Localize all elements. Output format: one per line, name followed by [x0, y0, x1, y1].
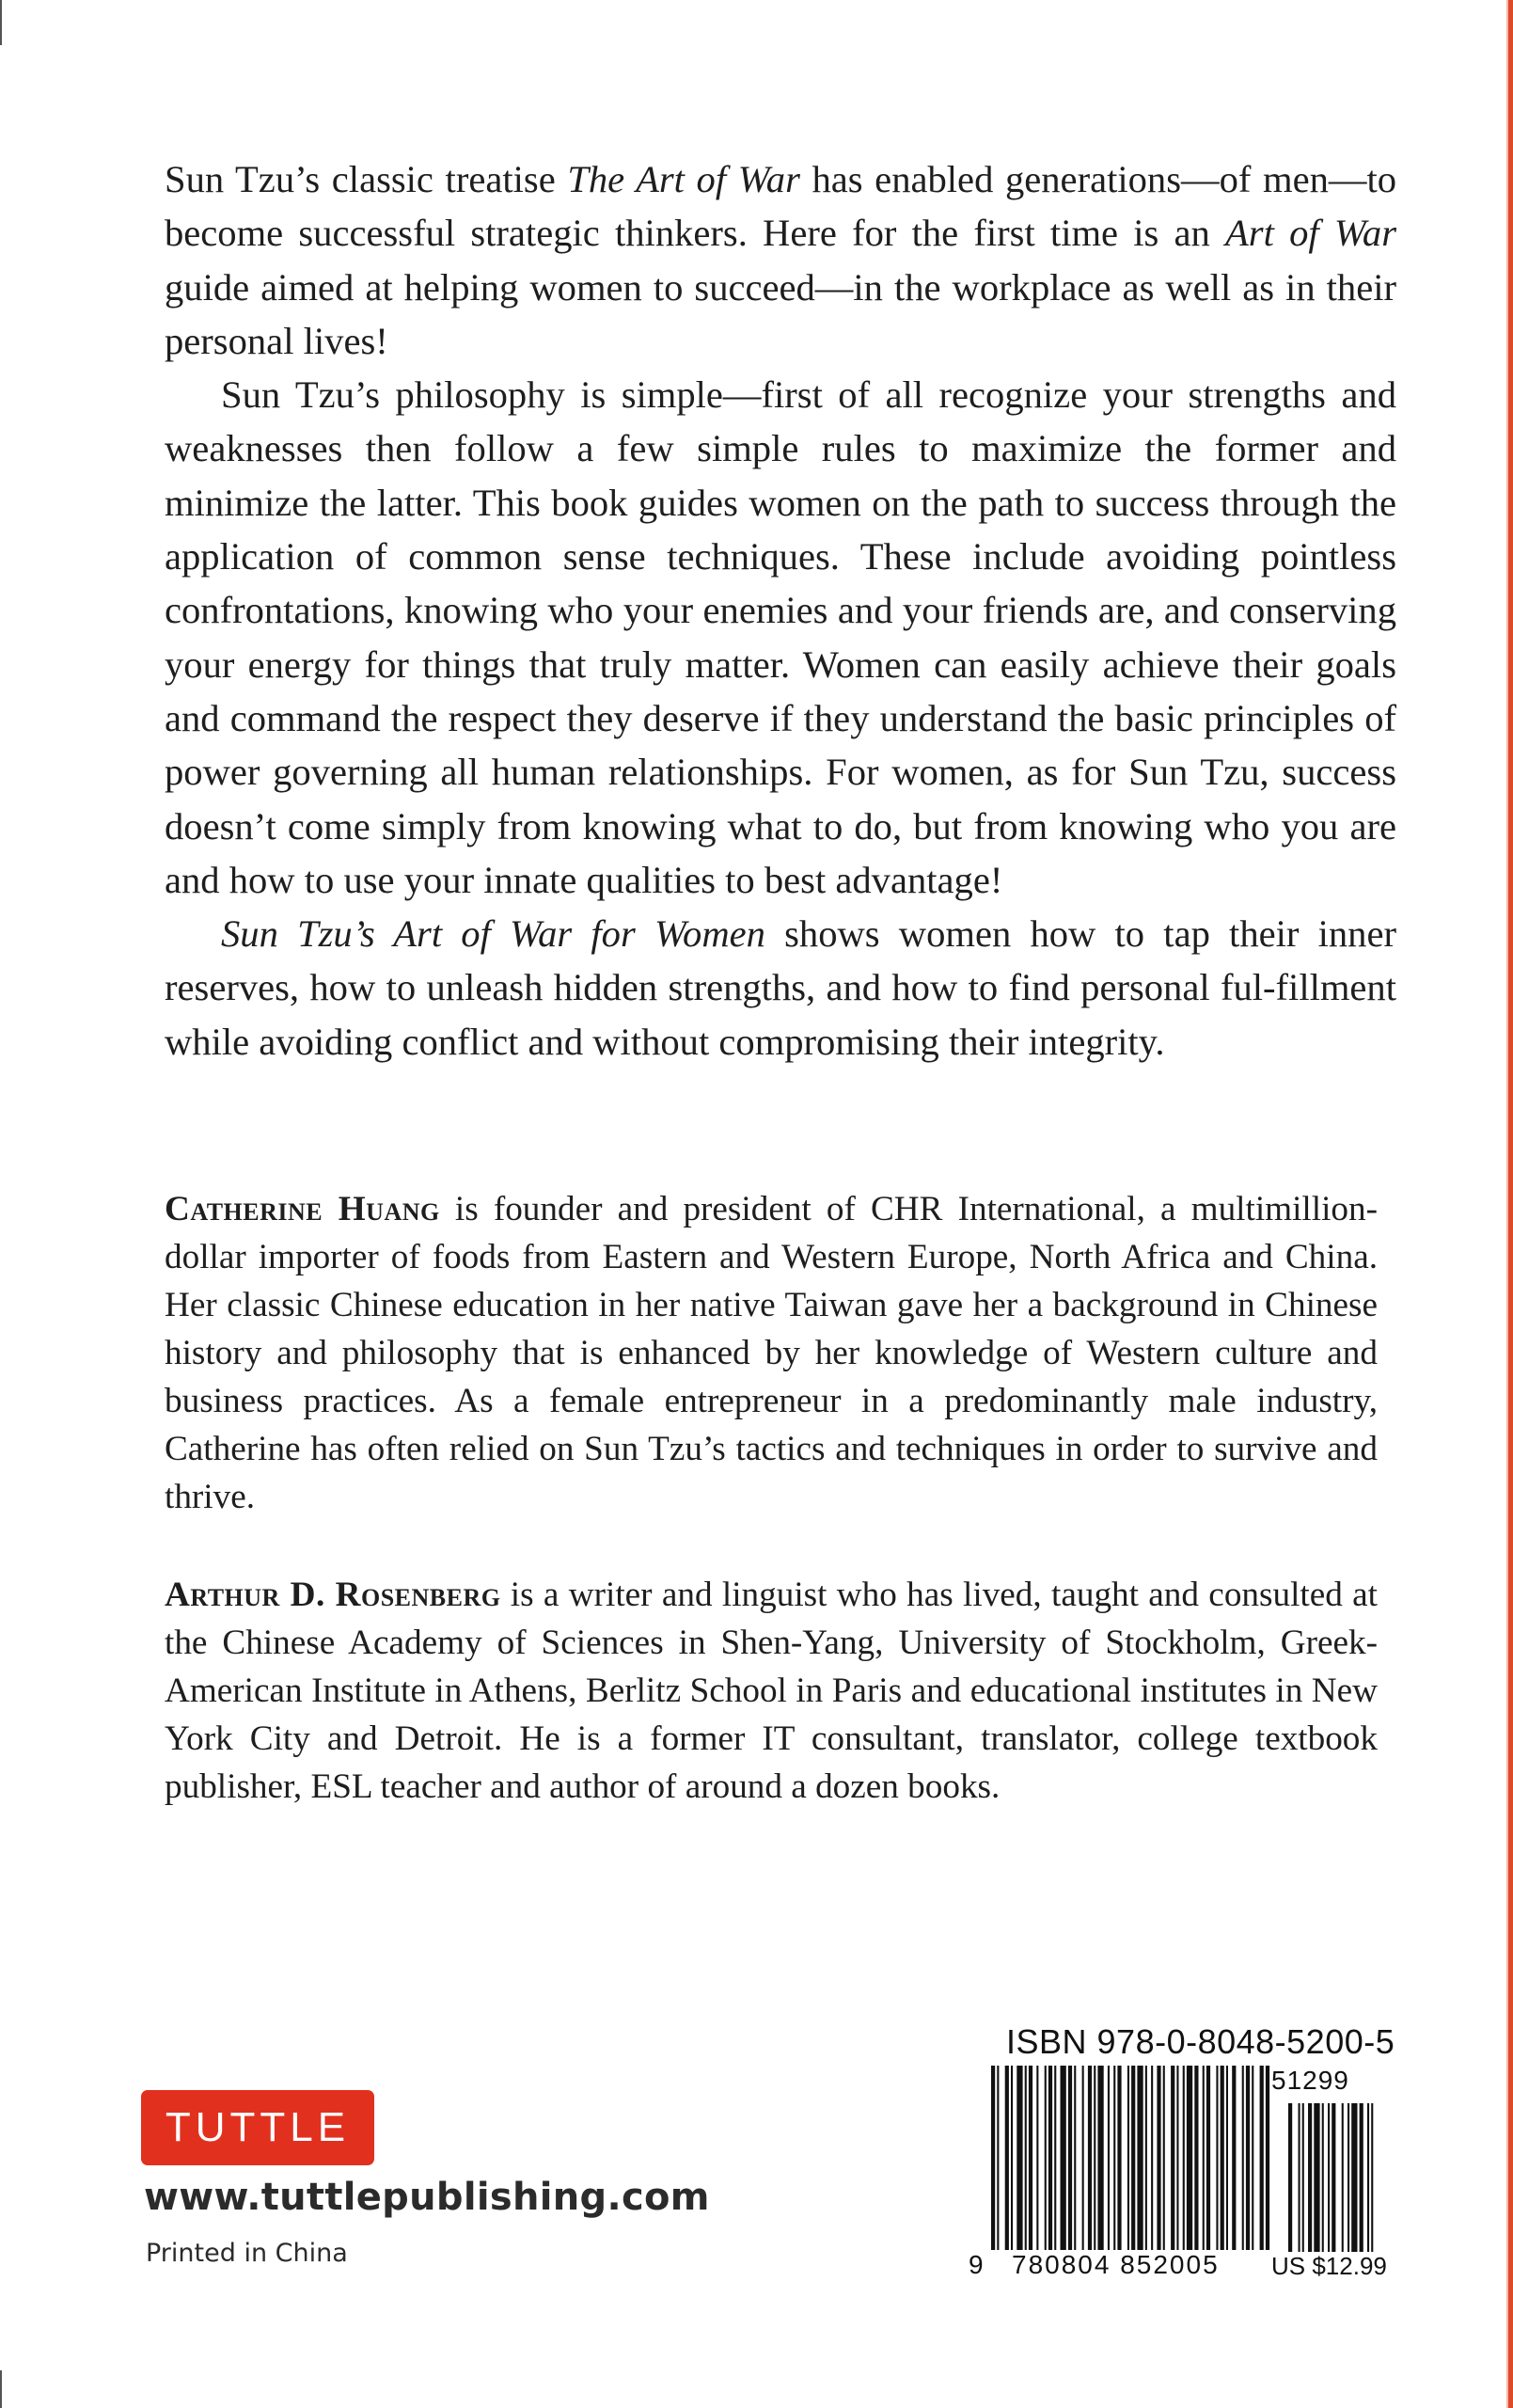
description-text: shows women how to tap their inner reserves, how to unleash hidden strengths, and how to find personal ful-fillment while avoiding conflict and without compromising their integrity. [165, 912, 1396, 1063]
barcode-bar [1266, 2066, 1269, 2250]
barcode-bar [1216, 2066, 1218, 2250]
barcode-bar [1232, 2066, 1236, 2250]
barcode-bar [1252, 2066, 1253, 2250]
barcode-bar [1082, 2066, 1084, 2250]
barcode-addon-bar [1342, 2103, 1344, 2269]
barcode-bar [1260, 2066, 1264, 2250]
barcode-bar [1088, 2066, 1092, 2250]
barcode-bar [1226, 2066, 1228, 2250]
description-paragraph-1 [165, 152, 1396, 368]
isbn-label: ISBN 978-0-8048-5200-5 [1006, 2022, 1395, 2061]
logo-text: TUTTLE [165, 2104, 351, 2150]
barcode-addon-bar [1288, 2103, 1292, 2269]
book-title-reference: Art of War [1225, 212, 1396, 255]
crop-mark-top [0, 0, 2, 45]
barcode-bar [1206, 2066, 1210, 2250]
description-paragraph-3 [165, 907, 1396, 1069]
barcode-addon-bar [1371, 2103, 1373, 2269]
barcode-bar [1194, 2066, 1198, 2250]
printed-in: Printed in China [146, 2239, 348, 2268]
barcode-bar [1074, 2066, 1076, 2250]
barcode-addon-bar [1328, 2103, 1330, 2269]
author-bio-rosenberg [165, 1571, 1378, 1811]
barcode-bar [1221, 2066, 1224, 2250]
barcode-bar [1131, 2066, 1135, 2250]
book-description [165, 152, 1396, 1069]
barcode-bar [1246, 2066, 1250, 2250]
barcode-bar [1187, 2066, 1192, 2250]
barcode-bar [1045, 2066, 1047, 2250]
barcode-bar [1054, 2066, 1056, 2250]
barcode-bar [1242, 2066, 1244, 2250]
description-text: Sun Tzu’s classic treatise [165, 158, 568, 200]
barcode-addon-bar [1314, 2103, 1319, 2269]
author-bio-text: is founder and president of CHR International, a multimillion-dollar importer of foods from Eastern and Western Europe, North Africa and China. Her classic Chinese education in her native Taiwan gave her a background in Chinese history and philosophy that is enhanced by her knowledge of Western culture and business practices. As a female entrepreneur in a predominantly male industry, Catherine has often relied on Sun Tzu’s tactics and techniques in order to survive and thrive. [165, 1190, 1378, 1516]
barcode-bar [1017, 2066, 1022, 2250]
barcode-addon-bar [1351, 2103, 1357, 2269]
barcode-bar [1176, 2066, 1178, 2250]
barcode-bar [1068, 2066, 1072, 2250]
barcode-bar [1061, 2066, 1066, 2250]
barcode-bar [1025, 2066, 1027, 2250]
barcode-addon-bar [1308, 2103, 1312, 2269]
book-title-reference: Sun Tzu’s Art of War for Women [221, 912, 765, 956]
barcode-bar [1203, 2066, 1205, 2250]
barcode-addon-bar [1322, 2103, 1324, 2269]
author-name: Arthur D. Rosenberg [165, 1576, 501, 1614]
barcode-bar [1183, 2066, 1185, 2250]
spine-edge [1508, 0, 1513, 2408]
barcode-bar [1151, 2066, 1153, 2250]
description-text: has enabled generations—of men—to become successful strategic thinkers. Here for the first time is an [165, 158, 1397, 255]
book-title-reference: The Art of War [567, 158, 800, 200]
barcode-bar [1036, 2066, 1038, 2250]
author-bio-text: is a writer and linguist who has lived, taught and consulted at the Chinese Academy of Sciences in Shen-Yang, University of Stockholm, Greek-American Institute in Athens, Berlitz School in Paris and educational institutes in New York City and Detroit. He is a former IT consultant, translator, college textbook publisher, ESL teacher and author of around a dozen books. [165, 1576, 1378, 1806]
barcode-bar [1157, 2066, 1160, 2250]
barcode-bar [1145, 2066, 1147, 2250]
author-bio-huang [165, 1185, 1378, 1521]
barcode-addon-bar [1299, 2103, 1300, 2269]
barcode-bar [1108, 2066, 1110, 2250]
barcode-addon-number: 51299 [1271, 2066, 1349, 2095]
barcode-addon-bar [1332, 2103, 1335, 2269]
price-label: US $12.99 [1271, 2252, 1387, 2280]
barcode-addon-bar [1302, 2103, 1304, 2269]
ean-number: 780804 852005 [1012, 2250, 1220, 2279]
barcode-bar [1029, 2066, 1032, 2250]
description-text: guide aimed at helping women to succeed—in the workplace as well as in their personal lives! [165, 265, 1396, 362]
publisher-url[interactable]: www.tuttlepublishing.com [144, 2176, 710, 2219]
barcode-bar [997, 2066, 999, 2250]
author-name: Catherine Huang [165, 1190, 440, 1228]
barcode-bar [1094, 2066, 1095, 2250]
barcode-bar [1117, 2066, 1121, 2250]
barcode-bar [1163, 2066, 1165, 2250]
barcode-addon-bar [1367, 2103, 1369, 2269]
barcode-bar [991, 2066, 995, 2250]
ean-first-digit: 9 [969, 2250, 984, 2279]
barcode-bar [1005, 2066, 1009, 2250]
barcode-addon-bar [1360, 2103, 1363, 2269]
barcode-addon-bar [1348, 2103, 1349, 2269]
barcode-bar [1048, 2066, 1052, 2250]
tuttle-logo [141, 2090, 374, 2165]
barcode-bar [1127, 2066, 1129, 2250]
barcode-bars [987, 2066, 1382, 2278]
description-paragraph-2: Sun Tzu’s philosophy is simple—first of all recognize your strengths and weaknesses then follow a few simple rules to maximize the former and minimize the latter. This book guides women on the path to success through the application of common sense techniques. These include avoiding pointless confrontations, knowing who your enemies and your friends are, and conserving your energy for things that truly matter. Women can easily achieve their goals and command the respect they deserve if they understand the basic principles of power governing all human relationships. For women, as for Sun Tzu, success doesn’t come simply from knowing what to do, but from knowing who you are and how to use your innate qualities to best advantage! [165, 373, 1396, 901]
barcode-bar [1171, 2066, 1174, 2250]
barcode-bar [1011, 2066, 1013, 2250]
crop-mark-bottom [0, 2370, 2, 2408]
barcode-bar [1113, 2066, 1115, 2250]
barcode-bar [1097, 2066, 1103, 2250]
barcode-bar [1137, 2066, 1143, 2250]
